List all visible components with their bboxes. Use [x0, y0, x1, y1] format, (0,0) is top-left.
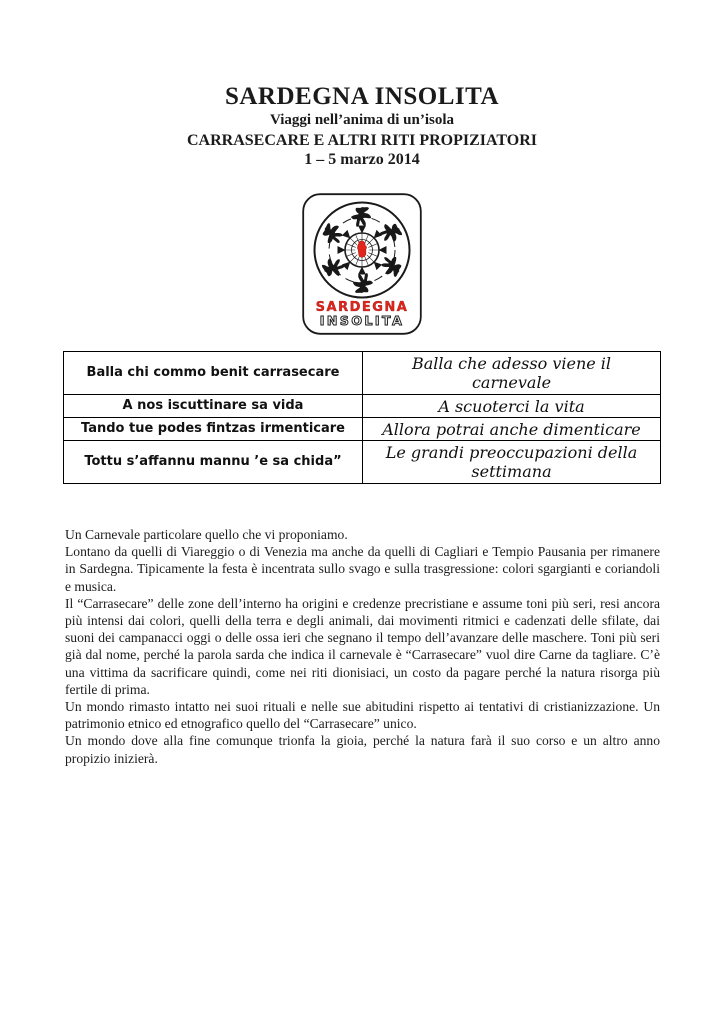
- body-text: [65, 526, 660, 767]
- italian-line: settimana: [471, 462, 552, 481]
- italian-line: Allora potrai anche dimenticare: [382, 419, 641, 439]
- italian-cell: [363, 441, 661, 484]
- date-line: 1 – 5 marzo 2014: [304, 151, 420, 169]
- page-subtitle: Viaggi nell’anima di un’isola: [269, 112, 455, 129]
- document-header: [0, 84, 724, 169]
- table-row: [64, 418, 661, 441]
- logo-emblem-icon: [302, 193, 422, 335]
- sardinian-cell: Balla chi commo benit carrasecare: [64, 352, 363, 395]
- paragraph: Lontano da quelli di Viareggio o di Venezia ma anche da quelli di Cagliari e Tempio Pausania per rimanere in Sardegna. Tipicamente la festa è incentrata sullo svago e sulla trasgressione: colori sgargianti e coriandoli e musica.: [65, 544, 660, 594]
- logo-brand-line1: SARDEGNA: [315, 300, 409, 315]
- italian-line: Le grandi preoccupazioni della: [385, 443, 638, 462]
- italian-line: Balla che adesso viene il: [411, 354, 612, 373]
- sardegna-insolita-logo: [302, 193, 422, 335]
- italian-cell: [363, 352, 661, 395]
- sardinian-cell: A nos iscuttinare sa vida: [64, 395, 363, 418]
- table-row: [64, 441, 661, 484]
- italian-line: A scuoterci la vita: [438, 396, 585, 416]
- translation-table: [63, 351, 661, 484]
- italian-line: carnevale: [471, 373, 552, 392]
- sardinian-cell: Tando tue podes fintzas irmenticare: [64, 418, 363, 441]
- table-row: [64, 395, 661, 418]
- logo-brand-line2: INSOLITA: [319, 313, 405, 328]
- page-title: SARDEGNA INSOLITA: [224, 83, 500, 110]
- page-heading: CARRASECARE E ALTRI RITI PROPIZIATORI: [186, 131, 537, 149]
- italian-cell: [363, 395, 661, 418]
- paragraph: Un mondo rimasto intatto nei suoi rituali e nelle sue abitudini rispetto ai tentativi di cristianizzazione. Un patrimonio etnico ed etnografico quello del “Carrasecare” unico.: [65, 699, 660, 732]
- sardinian-cell: Tottu s’affannu mannu ’e sa chida”: [64, 441, 363, 484]
- italian-cell: [363, 418, 661, 441]
- paragraph: Un mondo dove alla fine comunque trionfa la gioia, perché la natura farà il suo corso e un altro anno propizio inizierà.: [65, 733, 660, 766]
- table-row: [64, 352, 661, 395]
- paragraph: Un Carnevale particolare quello che vi proponiamo.: [65, 527, 348, 542]
- paragraph: Il “Carrasecare” delle zone dell’interno ha origini e credenze precristiane e assume toni più seri, resi ancora più intensi dai colori, quelli della terra e degli animali, dai movimenti ritmici e cadenzati delle sfilate, dai suoni dei campanacci oggi o delle ossa ieri che segnano il tempo dell’avanzare delle maschere. Toni più seri già dal nome, perché la parola sarda che indica il carnevale è “Carrasecare” vuol dire Carne da tagliare. C’è una vittima da sacrificare quindi, come nei riti dionisiaci, un costo da pagare perché la natura risorga più fertile di prima.: [65, 595, 660, 697]
